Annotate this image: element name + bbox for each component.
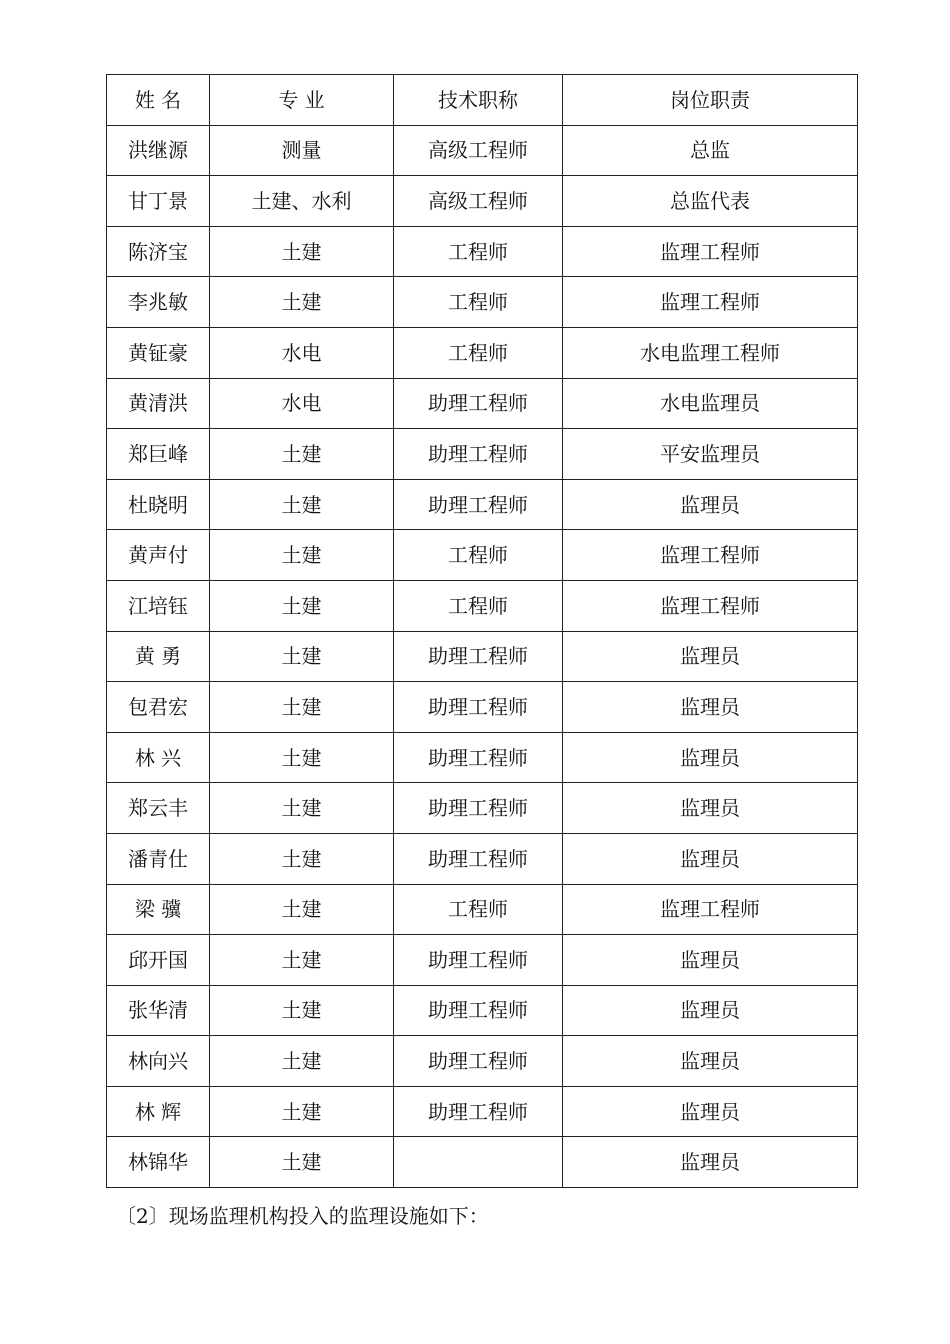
cell-major: 土建: [210, 732, 394, 783]
cell-title: 助理工程师: [394, 935, 563, 986]
cell-name: 邱开国: [107, 935, 210, 986]
cell-title: 工程师: [394, 277, 563, 328]
cell-title: 助理工程师: [394, 479, 563, 530]
table-row: [107, 1137, 858, 1188]
cell-name: 黄钲豪: [107, 327, 210, 378]
cell-major: 土建、水利: [210, 176, 394, 227]
cell-major: 土建: [210, 530, 394, 581]
cell-duty: 监理员: [563, 479, 858, 530]
header-name: 姓 名: [107, 75, 210, 126]
cell-title: 助理工程师: [394, 783, 563, 834]
cell-title: 高级工程师: [394, 176, 563, 227]
cell-title: 工程师: [394, 327, 563, 378]
cell-major: 土建: [210, 985, 394, 1036]
cell-name: 包君宏: [107, 682, 210, 733]
table-row: [107, 884, 858, 935]
cell-name: 郑巨峰: [107, 429, 210, 480]
cell-duty: 监理工程师: [563, 226, 858, 277]
table-row: [107, 429, 858, 480]
table-row: [107, 176, 858, 227]
cell-name: 杜晓明: [107, 479, 210, 530]
cell-duty: 监理工程师: [563, 884, 858, 935]
cell-major: 土建: [210, 783, 394, 834]
cell-duty: 监理员: [563, 631, 858, 682]
cell-major: 土建: [210, 935, 394, 986]
cell-duty: 监理员: [563, 682, 858, 733]
table-row: [107, 732, 858, 783]
cell-duty: 监理员: [563, 1036, 858, 1087]
cell-title: 工程师: [394, 580, 563, 631]
cell-duty: 平安监理员: [563, 429, 858, 480]
cell-major: 土建: [210, 429, 394, 480]
cell-duty: 水电监理工程师: [563, 327, 858, 378]
cell-name: 陈济宝: [107, 226, 210, 277]
table-row: [107, 327, 858, 378]
cell-name: 李兆敏: [107, 277, 210, 328]
cell-duty: 监理员: [563, 935, 858, 986]
cell-major: 水电: [210, 327, 394, 378]
cell-major: 土建: [210, 833, 394, 884]
cell-duty: 监理员: [563, 1137, 858, 1188]
cell-major: 土建: [210, 682, 394, 733]
cell-duty: 监理员: [563, 985, 858, 1036]
cell-name: 洪继源: [107, 125, 210, 176]
cell-duty: 监理工程师: [563, 277, 858, 328]
cell-name: 甘丁景: [107, 176, 210, 227]
table-row: [107, 530, 858, 581]
header-major: 专 业: [210, 75, 394, 126]
cell-title: 助理工程师: [394, 378, 563, 429]
table-row: [107, 580, 858, 631]
cell-name: 梁 骥: [107, 884, 210, 935]
cell-name: 黄清洪: [107, 378, 210, 429]
cell-title: 助理工程师: [394, 985, 563, 1036]
cell-duty: 监理员: [563, 1086, 858, 1137]
cell-duty: 水电监理员: [563, 378, 858, 429]
cell-major: 土建: [210, 884, 394, 935]
cell-name: 江培钰: [107, 580, 210, 631]
cell-duty: 监理员: [563, 732, 858, 783]
header-duty: 岗位职责: [563, 75, 858, 126]
staff-table: [106, 74, 858, 1188]
cell-name: 林向兴: [107, 1036, 210, 1087]
cell-title: 助理工程师: [394, 682, 563, 733]
cell-name: 林 辉: [107, 1086, 210, 1137]
table-row: [107, 125, 858, 176]
cell-major: 土建: [210, 226, 394, 277]
section-note: 〔2〕现场监理机构投入的监理设施如下：: [116, 1204, 489, 1228]
cell-major: 土建: [210, 580, 394, 631]
table-row: [107, 783, 858, 834]
table-row: [107, 226, 858, 277]
cell-title: 工程师: [394, 226, 563, 277]
cell-title: 助理工程师: [394, 732, 563, 783]
cell-name: 林锦华: [107, 1137, 210, 1188]
cell-duty: 监理工程师: [563, 580, 858, 631]
table-row: [107, 1086, 858, 1137]
cell-major: 测量: [210, 125, 394, 176]
table-row: [107, 378, 858, 429]
cell-title: 工程师: [394, 884, 563, 935]
cell-name: 黄 勇: [107, 631, 210, 682]
table-row: [107, 833, 858, 884]
table-row: [107, 935, 858, 986]
table-row: [107, 682, 858, 733]
table-row: [107, 985, 858, 1036]
cell-title: 助理工程师: [394, 1036, 563, 1087]
staff-table-body: [107, 125, 858, 1187]
cell-major: 土建: [210, 479, 394, 530]
cell-title: 助理工程师: [394, 631, 563, 682]
staff-table-header: [107, 75, 858, 126]
table-row: [107, 277, 858, 328]
cell-name: 林 兴: [107, 732, 210, 783]
cell-title: 工程师: [394, 530, 563, 581]
cell-name: 黄声付: [107, 530, 210, 581]
cell-duty: 总监: [563, 125, 858, 176]
cell-major: 水电: [210, 378, 394, 429]
cell-title: 高级工程师: [394, 125, 563, 176]
cell-name: 潘青仕: [107, 833, 210, 884]
cell-name: 郑云丰: [107, 783, 210, 834]
cell-major: 土建: [210, 1137, 394, 1188]
table-row: [107, 631, 858, 682]
cell-major: 土建: [210, 277, 394, 328]
cell-duty: 总监代表: [563, 176, 858, 227]
cell-name: 张华清: [107, 985, 210, 1036]
header-title: 技术职称: [394, 75, 563, 126]
cell-title: 助理工程师: [394, 429, 563, 480]
cell-duty: 监理员: [563, 783, 858, 834]
cell-duty: 监理工程师: [563, 530, 858, 581]
table-row: [107, 1036, 858, 1087]
cell-major: 土建: [210, 1036, 394, 1087]
cell-title: [394, 1137, 563, 1188]
cell-title: 助理工程师: [394, 1086, 563, 1137]
table-row: [107, 479, 858, 530]
cell-title: 助理工程师: [394, 833, 563, 884]
cell-duty: 监理员: [563, 833, 858, 884]
header-row: [107, 75, 858, 126]
cell-major: 土建: [210, 1086, 394, 1137]
cell-major: 土建: [210, 631, 394, 682]
